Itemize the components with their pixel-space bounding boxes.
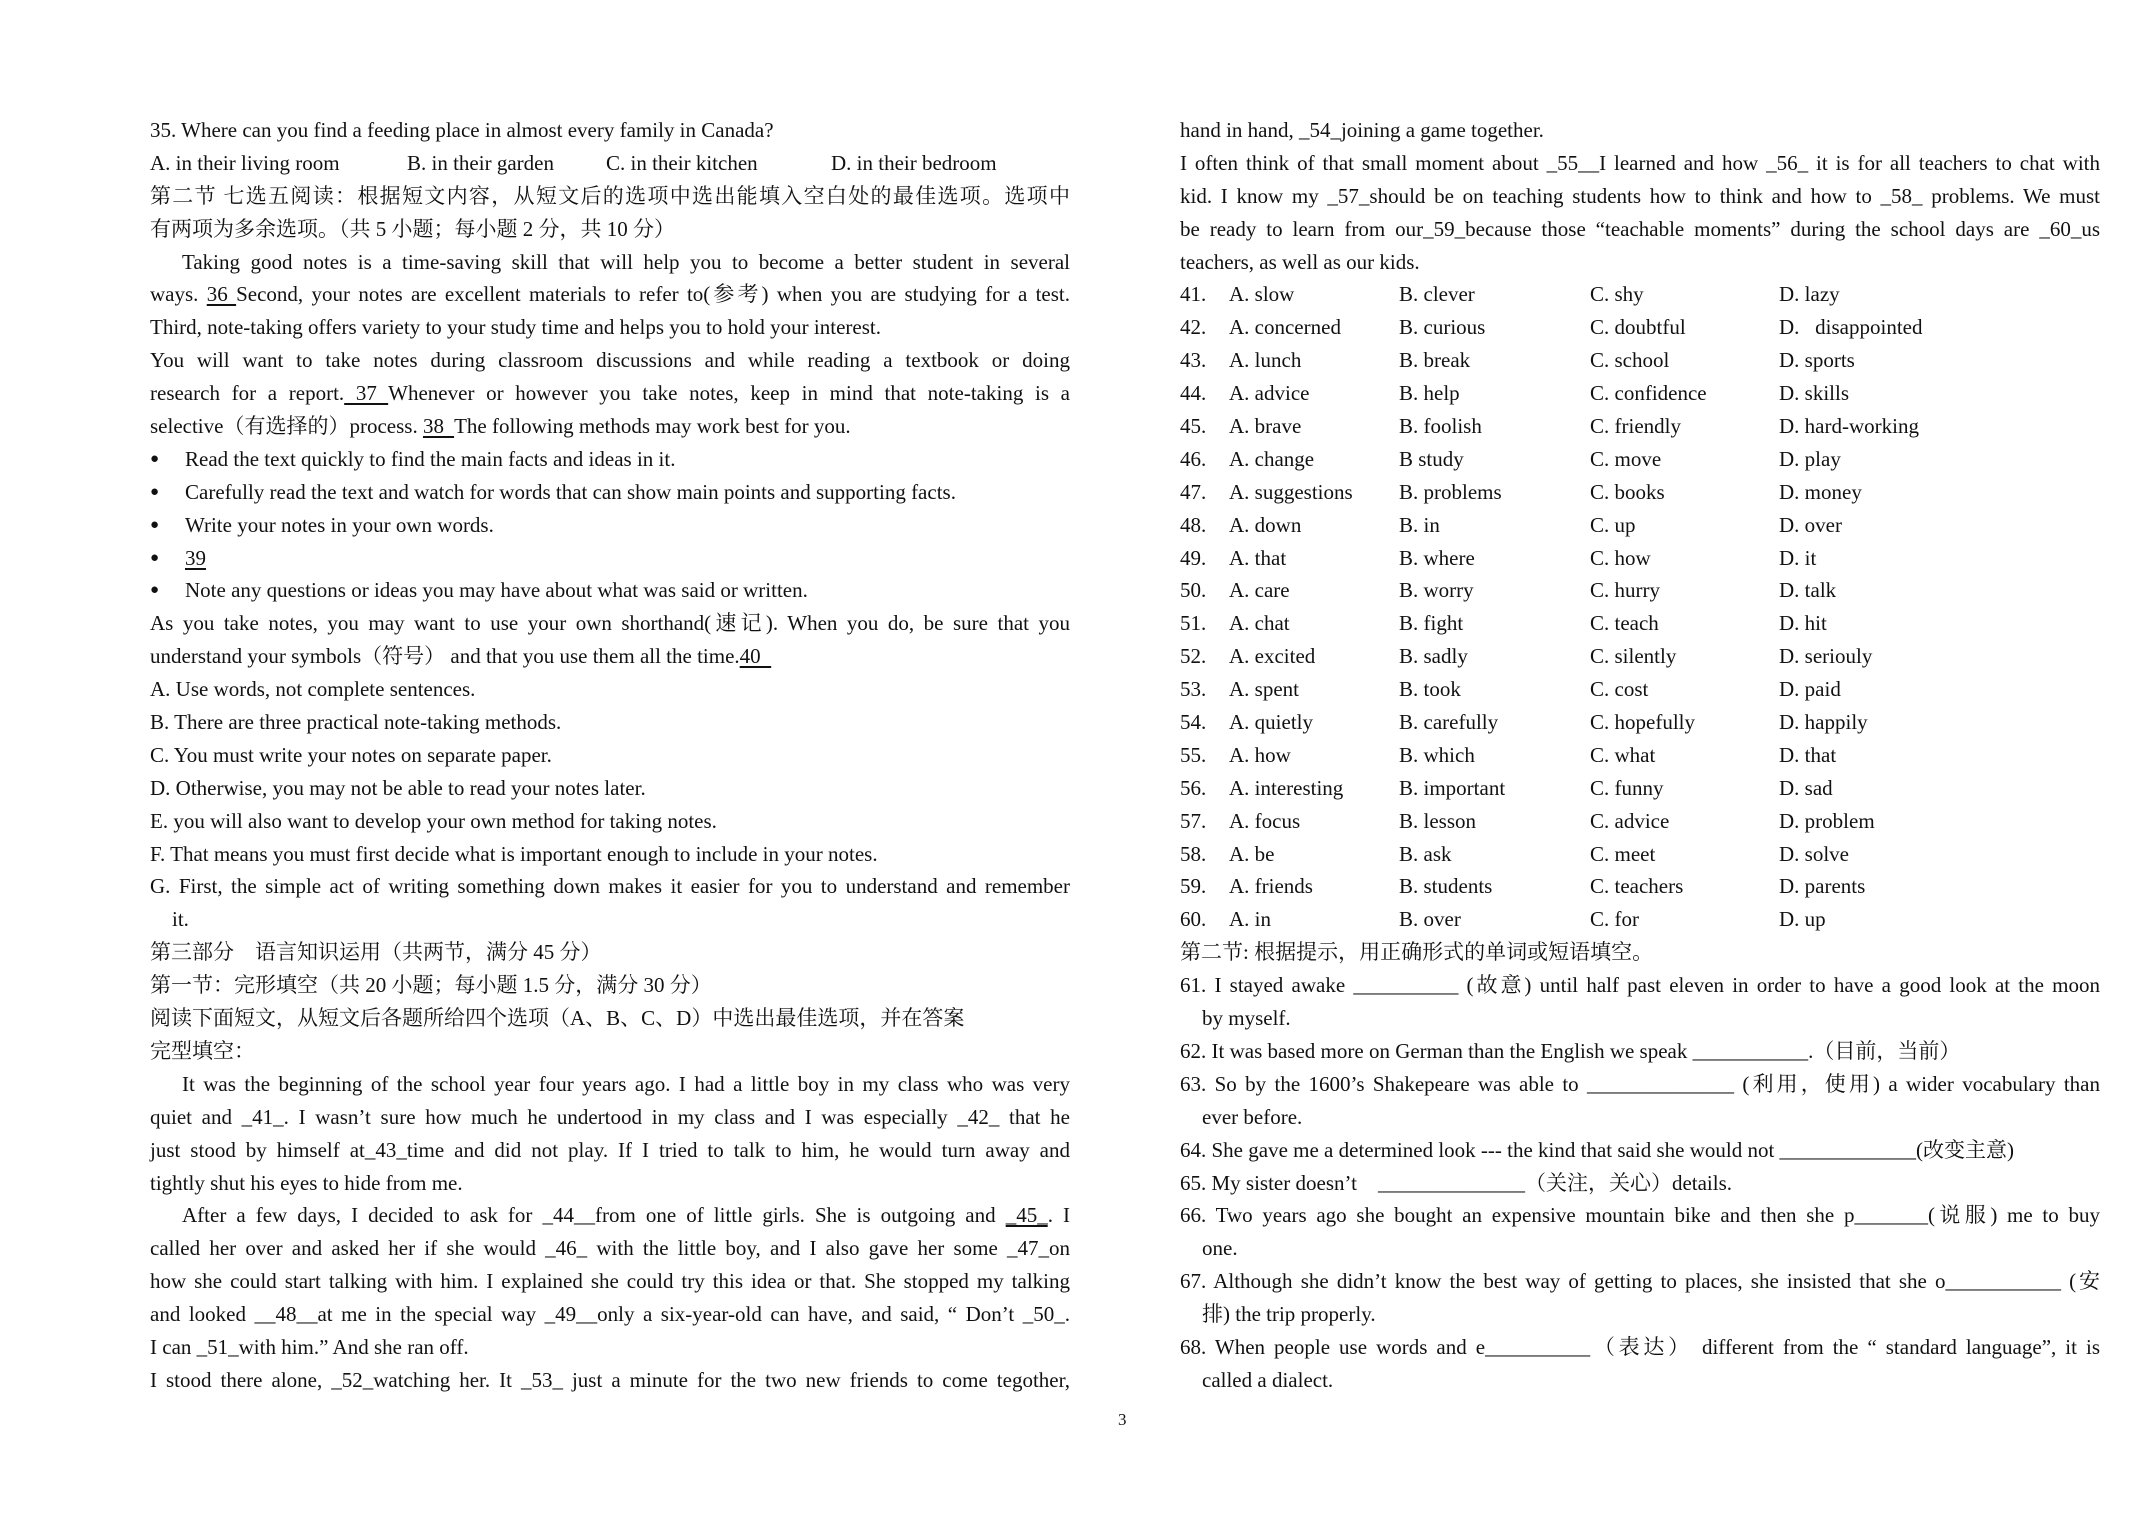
option-c: C. teach <box>1590 611 1659 636</box>
text-line <box>150 246 1070 279</box>
option-d: D. that <box>1779 742 1837 767</box>
text-line <box>150 1035 1070 1068</box>
option-a: A. spent <box>1229 677 1299 702</box>
text-line <box>1180 1232 2100 1265</box>
text-segment: Carefully read the text and watch for words that can show main points and supporting facts. <box>185 479 956 504</box>
text-line <box>150 673 1070 706</box>
text-line <box>150 640 1070 673</box>
text-segment: 第二节 七选五阅读：根据短文内容，从短文后的选项中选出能填入空白处的最佳选项。选项中 <box>150 183 1070 208</box>
question-number: 50. <box>1180 578 1207 603</box>
option-a: A. friends <box>1229 874 1313 899</box>
text-segment: 67. Although she didn’t know the best way of getting to places, she insisted that she o___________ (安 <box>1180 1269 2100 1294</box>
text-line <box>1180 1265 2100 1298</box>
text-segment: quiet and _41_. I wasn’t sure how much he undertood in my class and I was especially _42_ that he <box>150 1104 1070 1129</box>
text-line <box>1180 936 2100 969</box>
text-line <box>150 1167 1070 1200</box>
option-a: A. excited <box>1229 644 1316 669</box>
text-segment: 65. My sister doesn’t ______________（关注，关心）details. <box>1180 1170 1733 1195</box>
option-b: B. clever <box>1399 282 1475 307</box>
text-segment: I often think of that small moment about _55__I learned and how _56_ it is for all teachers to chat with <box>1180 150 2100 175</box>
option-c: C. for <box>1590 907 1639 932</box>
option-row <box>1180 673 2100 706</box>
answer-blank: 40 <box>739 644 772 669</box>
option-b: B. foolish <box>1399 414 1482 439</box>
text-line <box>150 838 1070 871</box>
question-number: 54. <box>1180 710 1207 735</box>
text-segment: 阅读下面短文，从短文后各题所给四个选项（A、B、C、D）中选出最佳选项，并在答案 <box>150 1006 965 1031</box>
option-b: B. over <box>1399 907 1461 932</box>
text-segment: As you take notes, you may want to use your own shorthand(速记). When you do, be sure that you <box>150 611 1070 636</box>
option-row <box>1180 410 2100 443</box>
text-segment: called her over and asked her if she would _46_ with the little boy, and I also gave her some _47_on <box>150 1236 1070 1261</box>
option-b: B. help <box>1399 381 1460 406</box>
text-line <box>1180 1068 2100 1101</box>
text-line <box>150 706 1070 739</box>
option-b: B. fight <box>1399 611 1464 636</box>
option-row <box>1180 805 2100 838</box>
option-a: A. care <box>1229 578 1290 603</box>
text-line <box>150 1199 1070 1232</box>
answer-blank: 37 <box>344 381 389 406</box>
option-a: A. how <box>1229 742 1291 767</box>
option-a: A. in <box>1229 907 1271 932</box>
option-a: A. suggestions <box>1229 479 1353 504</box>
option-c: C. move <box>1590 446 1662 471</box>
option-c: C. friendly <box>1590 414 1681 439</box>
option-b: B. took <box>1399 677 1461 702</box>
option-b: B. where <box>1399 545 1475 570</box>
answer-blank: 36 <box>206 282 237 307</box>
text-segment: I can _51_with him.” And she ran off. <box>150 1334 469 1359</box>
text-line <box>150 213 1070 246</box>
text-line <box>150 870 1070 903</box>
question-number: 41. <box>1180 282 1207 307</box>
page-number: 3 <box>1118 1410 1127 1429</box>
text-segment: called a dialect. <box>1202 1367 1334 1392</box>
option-row <box>1180 903 2100 936</box>
question-number: 56. <box>1180 775 1207 800</box>
text-segment: A. Use words, not complete sentences. <box>150 677 476 702</box>
text-segment: G. First, the simple act of writing something down makes it easier for you to understand and remember <box>150 874 1070 899</box>
text-line <box>150 344 1070 377</box>
text-segment: B. There are three practical note-taking methods. <box>150 710 562 735</box>
text-line <box>1180 147 2100 180</box>
text-segment: one. <box>1202 1236 1238 1261</box>
text-segment: Note any questions or ideas you may have about what was said or written. <box>185 578 808 603</box>
option-row <box>1180 739 2100 772</box>
question-number: 59. <box>1180 874 1207 899</box>
option-b: B. in their garden <box>407 150 554 175</box>
option-c: C. how <box>1590 545 1651 570</box>
text-segment: 第三部分 语言知识运用（共两节，满分 45 分） <box>150 940 602 965</box>
question-number: 47. <box>1180 479 1207 504</box>
text-segment: 61. I stayed awake __________ (故意) until half past eleven in order to have a good look at the moon <box>1180 973 2100 998</box>
text-segment: 有两项为多余选项。（共 5 小题；每小题 2 分，共 10 分） <box>150 216 675 241</box>
option-a: A. change <box>1229 446 1315 471</box>
option-c: C. in their kitchen <box>606 150 758 175</box>
text-segment: 第一节：完形填空（共 20 小题；每小题 1.5 分，满分 30 分） <box>150 973 712 998</box>
text-line <box>1180 246 2100 279</box>
option-d: D. play <box>1779 446 1841 471</box>
option-c: C. funny <box>1590 775 1664 800</box>
text-line <box>1180 1101 2100 1134</box>
option-b: B. carefully <box>1399 710 1499 735</box>
text-segment: C. You must write your notes on separate paper. <box>150 742 552 767</box>
option-c: C. confidence <box>1590 381 1707 406</box>
option-b: B. ask <box>1399 841 1452 866</box>
option-b: B. which <box>1399 742 1475 767</box>
option-row <box>1180 640 2100 673</box>
option-a: A. chat <box>1229 611 1290 636</box>
text-line <box>150 1068 1070 1101</box>
text-line <box>1180 1134 2100 1167</box>
text-line <box>1180 1364 2100 1397</box>
option-a: A. that <box>1229 545 1287 570</box>
option-d: D. skills <box>1779 381 1850 406</box>
option-c: C. meet <box>1590 841 1656 866</box>
option-c: C. school <box>1590 348 1670 373</box>
option-b: B. important <box>1399 775 1506 800</box>
option-row <box>1180 344 2100 377</box>
text-segment: . I <box>1047 1203 1070 1228</box>
question-number: 52. <box>1180 644 1207 669</box>
question-number: 60. <box>1180 907 1207 932</box>
option-d: D. happily <box>1779 710 1868 735</box>
option-d: D. solve <box>1779 841 1849 866</box>
text-line <box>150 1002 1070 1035</box>
text-line <box>150 377 1070 410</box>
option-d: D. hard-working <box>1779 414 1919 439</box>
bullet-item <box>150 476 1070 509</box>
text-segment: E. you will also want to develop your own method for taking notes. <box>150 808 717 833</box>
text-segment: be ready to learn from our_59_because those “teachable moments” during the school days are _60_us <box>1180 216 2100 241</box>
text-segment: You will want to take notes during classroom discussions and while reading a textbook or doing <box>150 348 1070 373</box>
text-line <box>150 180 1070 213</box>
option-d: D. money <box>1779 479 1862 504</box>
question-number: 57. <box>1180 808 1207 833</box>
question-number: 43. <box>1180 348 1207 373</box>
question-number: 51. <box>1180 611 1207 636</box>
answer-blank: 38 <box>422 414 455 439</box>
text-segment: kid. I know my _57_should be on teaching students how to think and how to _58_ problems. We must <box>1180 183 2100 208</box>
text-line <box>150 1232 1070 1265</box>
text-segment: ever before. <box>1202 1104 1303 1129</box>
text-segment: how she could start talking with him. I explained she could try this idea or that. She stopped my talking <box>150 1269 1070 1294</box>
option-a: A. down <box>1229 512 1302 537</box>
option-c: C. shy <box>1590 282 1644 307</box>
text-line <box>1180 1199 2100 1232</box>
text-segment: just stood by himself at_43_time and did not play. If I tried to talk to him, he would turn away and <box>150 1137 1070 1162</box>
option-c: C. books <box>1590 479 1665 504</box>
text-segment: hand in hand, _54_joining a game together. <box>1180 118 1544 142</box>
text-segment: ways. <box>150 282 207 307</box>
text-segment: 62. It was based more on German than the English we speak ___________.（目前，当前） <box>1180 1038 1961 1063</box>
option-d: D. disappointed <box>1779 315 1923 340</box>
text-line <box>150 114 1070 147</box>
text-line <box>150 772 1070 805</box>
option-row <box>1180 772 2100 805</box>
option-c: C. silently <box>1590 644 1677 669</box>
option-row <box>1180 542 2100 575</box>
option-c: C. doubtful <box>1590 315 1686 340</box>
option-a: A. slow <box>1229 282 1295 307</box>
text-line <box>150 1134 1070 1167</box>
text-segment: Third, note-taking offers variety to your study time and helps you to hold your interest. <box>150 315 881 340</box>
text-segment: teachers, as well as our kids. <box>1180 249 1420 274</box>
text-line <box>1180 969 2100 1002</box>
option-c: C. teachers <box>1590 874 1684 899</box>
text-segment: Whenever or however you take notes, keep in mind that note-taking is a <box>388 381 1070 406</box>
text-segment: 完型填空： <box>150 1038 255 1063</box>
text-line <box>1180 180 2100 213</box>
bullet-item <box>150 443 1070 476</box>
question-number: 55. <box>1180 742 1207 767</box>
option-row <box>1180 311 2100 344</box>
option-b: B. lesson <box>1399 808 1477 833</box>
option-d: D. parents <box>1779 874 1866 899</box>
text-line <box>150 805 1070 838</box>
text-segment: 66. Two years ago she bought an expensive mountain bike and then she p_______(说服) me to buy <box>1180 1203 2100 1228</box>
q35-options <box>150 147 1070 180</box>
text-segment: It was the beginning of the school year four years ago. I had a little boy in my class who was very <box>182 1071 1070 1096</box>
text-segment: 第二节: 根据提示，用正确形式的单词或短语填空。 <box>1180 940 1654 965</box>
text-segment: F. That means you must first decide what is important enough to include in your notes. <box>150 841 878 866</box>
option-a: A. lunch <box>1229 348 1302 373</box>
option-c: C. cost <box>1590 677 1649 702</box>
option-row <box>1180 278 2100 311</box>
option-d: D. seriouly <box>1779 644 1873 669</box>
text-segment: Write your notes in your own words. <box>185 512 494 537</box>
option-b: B study <box>1399 446 1464 471</box>
text-segment: 68. When people use words and e__________（表达） different from the “ standard language”, it is <box>1180 1334 2100 1359</box>
option-b: B. students <box>1399 874 1493 899</box>
text-line <box>1180 1167 2100 1200</box>
question-number: 48. <box>1180 512 1207 537</box>
option-b: B. curious <box>1399 315 1486 340</box>
option-c: C. up <box>1590 512 1636 537</box>
option-a: A. concerned <box>1229 315 1341 340</box>
option-d: D. in their bedroom <box>831 150 997 175</box>
text-segment: 63. So by the 1600’s Shakepeare was able to ______________ (利用，使用) a wider vocabulary than <box>1180 1071 2100 1096</box>
question-number: 58. <box>1180 841 1207 866</box>
text-segment: 35. Where can you find a feeding place in almost every family in Canada? <box>150 118 774 142</box>
option-row <box>1180 443 2100 476</box>
question-number: 49. <box>1180 545 1207 570</box>
option-row <box>1180 476 2100 509</box>
option-b: B. worry <box>1399 578 1474 603</box>
text-segment: 64. She gave me a determined look --- the kind that said she would not _____________(改变主意) <box>1180 1137 2015 1162</box>
text-segment: selective（有选择的）process. <box>150 414 423 439</box>
text-segment: understand your symbols（符号） and that you use them all the time. <box>150 644 740 669</box>
text-line <box>1180 114 2100 147</box>
bullet-item <box>150 542 1070 575</box>
text-line <box>1180 1298 2100 1331</box>
option-a: A. interesting <box>1229 775 1344 800</box>
answer-blank: 39 <box>185 545 206 570</box>
option-row <box>1180 607 2100 640</box>
option-row <box>1180 377 2100 410</box>
text-segment: D. Otherwise, you may not be able to read your notes later. <box>150 775 646 800</box>
option-row <box>1180 509 2100 542</box>
option-a: A. advice <box>1229 381 1310 406</box>
text-line <box>1180 1002 2100 1035</box>
option-a: A. quietly <box>1229 710 1313 735</box>
text-line <box>150 903 1070 936</box>
text-line <box>150 1364 1070 1397</box>
option-b: B. in <box>1399 512 1440 537</box>
text-line <box>150 1101 1070 1134</box>
text-line <box>150 410 1070 443</box>
option-d: D. problem <box>1779 808 1875 833</box>
right-column <box>1180 114 2100 1397</box>
option-row <box>1180 706 2100 739</box>
bullet-item <box>150 574 1070 607</box>
text-line <box>150 739 1070 772</box>
text-segment: Second, your notes are excellent materials to refer to(参考) when you are studying for a test. <box>236 282 1071 307</box>
text-segment: Read the text quickly to find the main facts and ideas in it. <box>185 446 676 471</box>
option-d: D. paid <box>1779 677 1841 702</box>
option-a: A. in their living room <box>150 150 340 175</box>
text-line <box>150 969 1070 1002</box>
option-d: D. hit <box>1779 611 1827 636</box>
text-segment: 排) the trip properly. <box>1202 1302 1376 1327</box>
answer-blank: _45_ <box>1005 1203 1048 1228</box>
text-segment: The following methods may work best for you. <box>454 414 851 439</box>
option-c: C. what <box>1590 742 1656 767</box>
text-segment: research for a report. <box>150 381 345 406</box>
option-a: A. focus <box>1229 808 1301 833</box>
text-line <box>150 607 1070 640</box>
bullet-item <box>150 509 1070 542</box>
option-b: B. problems <box>1399 479 1502 504</box>
option-c: C. hurry <box>1590 578 1660 603</box>
text-segment: by myself. <box>1202 1006 1291 1031</box>
text-segment: tightly shut his eyes to hide from me. <box>150 1170 463 1195</box>
option-b: B. sadly <box>1399 644 1468 669</box>
text-segment: After a few days, I decided to ask for _44__from one of little girls. She is outgoing and <box>182 1203 1006 1228</box>
left-column <box>150 114 1070 1397</box>
option-row <box>1180 838 2100 871</box>
option-a: A. brave <box>1229 414 1302 439</box>
option-d: D. up <box>1779 907 1826 932</box>
option-d: D. over <box>1779 512 1842 537</box>
text-line <box>150 1298 1070 1331</box>
text-segment: I stood there alone, _52_watching her. It _53_ just a minute for the two new friends to come tegother, <box>150 1367 1070 1392</box>
text-segment: and looked __48__at me in the special way _49__only a six-year-old can have, and said, “ Don’t _50_. <box>150 1302 1070 1327</box>
option-d: D. sad <box>1779 775 1833 800</box>
option-d: D. lazy <box>1779 282 1840 307</box>
option-c: C. advice <box>1590 808 1670 833</box>
option-d: D. it <box>1779 545 1817 570</box>
text-segment: Taking good notes is a time-saving skill that will help you to become a better student in several <box>182 249 1070 274</box>
text-line <box>1180 1331 2100 1364</box>
option-d: D. talk <box>1779 578 1837 603</box>
question-number: 45. <box>1180 414 1207 439</box>
option-d: D. sports <box>1779 348 1855 373</box>
text-line <box>150 1265 1070 1298</box>
question-number: 46. <box>1180 446 1207 471</box>
text-line <box>1180 213 2100 246</box>
text-segment: it. <box>172 907 189 932</box>
option-row <box>1180 870 2100 903</box>
question-number: 53. <box>1180 677 1207 702</box>
option-row <box>1180 574 2100 607</box>
text-line <box>1180 1035 2100 1068</box>
option-b: B. break <box>1399 348 1471 373</box>
text-line <box>150 278 1070 311</box>
question-number: 42. <box>1180 315 1207 340</box>
text-line <box>150 311 1070 344</box>
question-number: 44. <box>1180 381 1207 406</box>
text-line <box>150 936 1070 969</box>
text-line <box>150 1331 1070 1364</box>
option-c: C. hopefully <box>1590 710 1695 735</box>
option-a: A. be <box>1229 841 1275 866</box>
